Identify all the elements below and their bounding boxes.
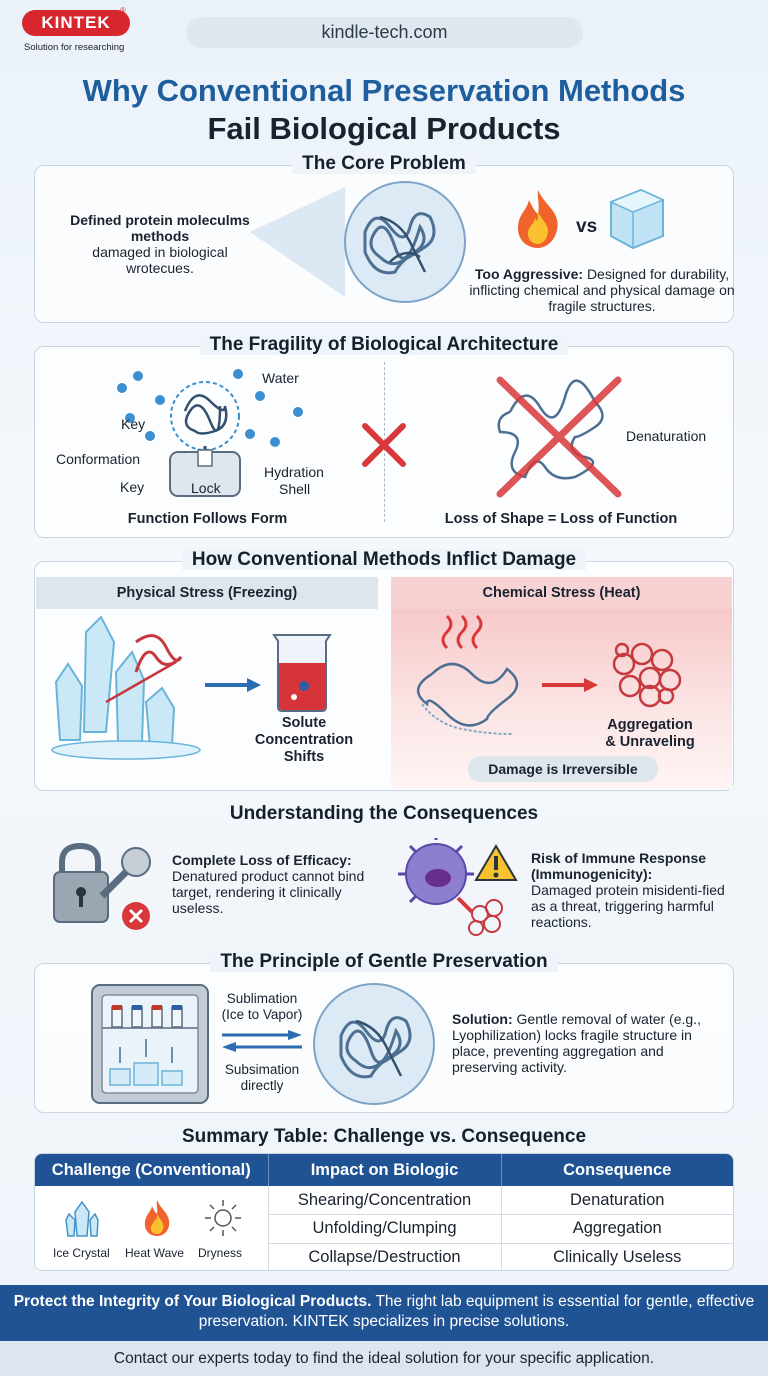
column-header-impact: Impact on Biologic	[268, 1154, 501, 1186]
sublimation-label-1: Sublimation	[226, 991, 298, 1006]
aggregation-caption-1: Aggregation	[607, 717, 693, 733]
water-label: Water	[262, 370, 299, 386]
impact-cell: Shearing/Concentration	[268, 1186, 501, 1215]
beaker-icon	[264, 631, 340, 713]
preserved-protein-icon	[311, 981, 437, 1107]
immune-text: Damaged protein misidenti-fied as a threat, triggering harmful reactions.	[531, 882, 725, 930]
efficacy-bold: Complete Loss of Efficacy:	[172, 852, 352, 868]
footer-banner	[0, 1285, 768, 1341]
heat-wave-label: Heat Wave	[125, 1246, 184, 1260]
impact-cell: Collapse/Destruction	[268, 1243, 501, 1271]
shell-label: Shell	[279, 481, 311, 497]
core-right-bold: Too Aggressive:	[474, 266, 584, 282]
impact-cell: Unfolding/Clumping	[268, 1215, 501, 1244]
fragility-heading: The Fragility of Biological Architecture	[200, 334, 569, 355]
lock-key-icon	[50, 840, 160, 932]
page-title-line1: Why Conventional Preservation Methods	[82, 73, 686, 108]
core-right-text: Designed for durability, inflicting chemical and physical damage on fragile structures.	[469, 266, 735, 314]
conformation-label: Conformation	[56, 451, 141, 467]
footer-bold: Protect the Integrity of Your Biological Products.	[13, 1293, 372, 1310]
damage-irreversible-badge: Damage is Irreversible	[468, 756, 658, 782]
url-bar[interactable]: kindle-tech.com	[186, 17, 583, 48]
ice-cube-icon	[605, 186, 667, 252]
column-header-challenge: Challenge (Conventional)	[35, 1154, 268, 1186]
immune-cell-icon	[398, 838, 518, 938]
freeze-dryer-icon	[90, 983, 210, 1105]
core-left-text: damaged in biological wrotecues.	[92, 244, 228, 276]
immune-bold-2: (Immunogenicity):	[531, 866, 653, 882]
contact-cta[interactable]: Contact our experts today to find the ideal solution for your specific application.	[0, 1341, 768, 1376]
dryness-label: Dryness	[198, 1246, 243, 1260]
logo-tagline: Solution for researching	[24, 42, 125, 53]
subsimation-label-1: Subsimation	[224, 1062, 300, 1077]
consequences-heading: Understanding the Consequences	[229, 803, 539, 824]
registered-mark: ®	[120, 6, 126, 15]
aggregation-caption-2: & Unraveling	[605, 734, 695, 750]
red-x-icon	[359, 420, 409, 470]
solution-text: Gentle removal of water (e.g., Lyophilization) locks fragile structure in place, preventing aggregation and preserving activity.	[452, 1011, 701, 1075]
double-arrow-icon	[220, 1028, 304, 1052]
damage-heading: How Conventional Methods Inflict Damage	[182, 549, 586, 570]
hydration-label: Hydration	[264, 464, 324, 480]
physical-stress-title: Physical Stress (Freezing)	[36, 577, 378, 609]
denatured-protein-icon	[490, 372, 630, 502]
table-row	[35, 1186, 733, 1215]
loss-of-shape-caption: Loss of Shape = Loss of Function	[444, 511, 678, 527]
key-label-2: Key	[120, 479, 145, 495]
vs-label: vs	[576, 216, 598, 237]
kintek-logo[interactable]: KINTEK	[22, 10, 130, 36]
ice-crystal-small-icon	[65, 1200, 99, 1240]
sublimation-label-2: (Ice to Vapor)	[221, 1007, 303, 1022]
fire-icon	[513, 188, 563, 250]
summary-heading: Summary Table: Challenge vs. Consequence	[181, 1126, 587, 1147]
denaturation-label: Denaturation	[626, 428, 707, 444]
subsimation-label-2: directly	[240, 1078, 284, 1093]
chemical-stress-title: Chemical Stress (Heat)	[391, 577, 732, 609]
aggregated-protein-icon	[604, 634, 688, 714]
function-follows-form-caption: Function Follows Form	[127, 511, 288, 527]
heat-protein-icon	[412, 614, 542, 764]
principle-heading: The Principle of Gentle Preservation	[210, 951, 557, 972]
solute-caption-2: Concentration	[254, 732, 354, 748]
page-title-line2: Fail Biological Products	[207, 111, 561, 146]
summary-table	[34, 1153, 734, 1271]
consequence-cell: Clinically Useless	[501, 1243, 733, 1271]
arrow-right-icon	[203, 675, 263, 695]
core-left-bold: Defined protein moleculms methods	[70, 212, 250, 244]
table-header-row	[35, 1154, 733, 1186]
ice-crystal-label: Ice Crystal	[53, 1246, 110, 1260]
ice-crystal-icon	[46, 612, 206, 762]
solute-caption-3: Shifts	[283, 749, 325, 765]
solute-caption-1: Solute	[281, 715, 327, 731]
solution-bold: Solution:	[452, 1011, 513, 1027]
column-header-consequence: Consequence	[501, 1154, 733, 1186]
lock-label: Lock	[191, 480, 221, 496]
efficacy-text: Denatured product cannot bind target, rendering it clinically useless.	[172, 868, 365, 916]
arrow-right-red-icon	[540, 675, 600, 695]
consequence-cell: Denaturation	[501, 1186, 733, 1215]
footer-text: The right lab equipment is essential for gentle, effective preservation. KINTEK specializes in precise solutions.	[198, 1293, 755, 1330]
heat-wave-icon	[141, 1198, 173, 1238]
challenge-icons-cell	[35, 1186, 268, 1271]
sun-dryness-icon	[203, 1198, 243, 1238]
immune-bold-1: Risk of Immune Response	[531, 850, 707, 866]
core-problem-heading: The Core Problem	[292, 153, 476, 174]
key-label-1: Key	[121, 416, 146, 432]
consequence-cell: Aggregation	[501, 1215, 733, 1244]
protein-magnify-icon	[240, 172, 470, 312]
